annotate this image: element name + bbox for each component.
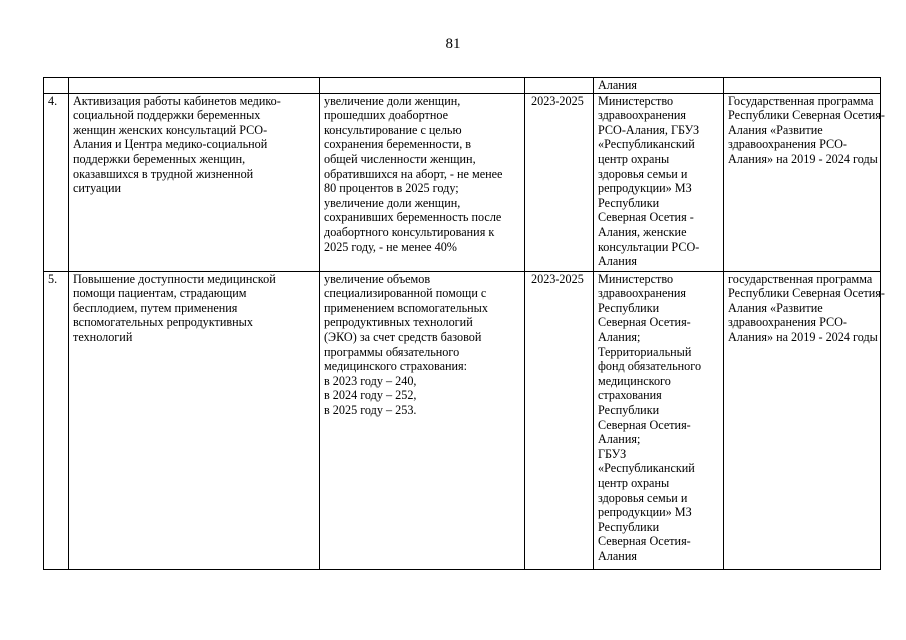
cell-executor <box>594 93 724 271</box>
cell-text-line: 2025 году, - не менее 40% <box>324 239 457 254</box>
cell-text-line: Республики Северная Осетия- <box>728 286 885 301</box>
cell-measure <box>69 93 320 271</box>
cell-program <box>724 78 881 94</box>
cell-indicator <box>320 78 525 94</box>
cell-text-line: ГБУЗ <box>598 446 627 461</box>
cell-text-line: сохранения беременности, в <box>324 137 472 152</box>
cell-text-line: репродукции» МЗ <box>598 181 692 196</box>
cell-text-line: помощи пациентам, страдающим <box>73 286 247 301</box>
cell-text-line: в 2023 году – 240, <box>324 373 417 388</box>
cell-text-line: центр охраны <box>598 151 670 166</box>
cell-years: 2023-2025 <box>525 271 594 569</box>
cell-text-line: общей численности женщин, <box>324 151 476 166</box>
cell-indicator <box>320 93 525 271</box>
cell-text-line: здоровья семьи и <box>598 490 688 505</box>
cell-text-line: 80 процентов в 2025 году; <box>324 181 459 196</box>
cell-text-line: бесплодием, путем применения <box>73 300 238 315</box>
table-row <box>44 93 881 271</box>
cell-text-line: Северная Осетия - <box>598 210 694 225</box>
cell-text-line: «Республиканский <box>598 137 695 152</box>
cell-text-line: консультации РСО- <box>598 239 700 254</box>
cell-text-line: центр охраны <box>598 475 670 490</box>
cell-program <box>724 271 885 569</box>
cell-text-line: Алания, женские <box>598 224 687 239</box>
cell-executor: Алания <box>594 78 724 94</box>
cell-text-line: увеличение доли женщин, <box>324 195 461 210</box>
cell-text-line: здравоохранения <box>598 108 687 123</box>
cell-executor <box>594 271 724 569</box>
cell-text-line: технологий <box>73 329 133 344</box>
cell-text-line: Республики <box>598 195 660 210</box>
cell-text-line: Республики <box>598 519 660 534</box>
cell-years: 2023-2025 <box>525 93 594 271</box>
cell-text-line: страхования <box>598 388 662 403</box>
cell-text-line: Республики <box>598 402 660 417</box>
cell-text-line: программы обязательного <box>324 344 460 359</box>
measures-table <box>43 77 885 570</box>
cell-text-line: увеличение доли женщин, <box>324 93 461 108</box>
cell-number <box>44 78 69 94</box>
cell-text-line: государственная программа <box>728 271 873 286</box>
cell-text-line: Республики Северная Осетия- <box>728 108 885 123</box>
cell-text-line: в 2025 году – 253. <box>324 402 417 417</box>
cell-text-line: репродуктивных технологий <box>324 315 473 330</box>
cell-years <box>525 78 594 94</box>
cell-text-line: специализированной помощи с <box>324 286 487 301</box>
cell-text-line: Министерство <box>598 271 674 286</box>
cell-text-line: вспомогательных репродуктивных <box>73 315 253 330</box>
cell-text-line: Северная Осетия- <box>598 315 691 330</box>
cell-text-line: здоровья семьи и <box>598 166 688 181</box>
cell-text-line: Алания; <box>598 329 641 344</box>
cell-text-line: Алания и Центра медико-социальной <box>73 137 268 152</box>
cell-text-line: Активизация работы кабинетов медико- <box>73 93 281 108</box>
cell-text-line: Алания «Развитие <box>728 300 823 315</box>
cell-text-line: медицинского <box>598 373 671 388</box>
cell-text-line: увеличение объемов <box>324 271 431 286</box>
cell-program <box>724 93 885 271</box>
cell-text-line: Повышение доступности медицинской <box>73 271 276 286</box>
cell-indicator <box>320 271 525 569</box>
cell-text-line: «Республиканский <box>598 461 695 476</box>
cell-text-line: Северная Осетия- <box>598 417 691 432</box>
cell-text-line: Территориальный <box>598 344 692 359</box>
cell-text-line: Министерство <box>598 93 674 108</box>
cell-text-line: Государственная программа <box>728 93 874 108</box>
cell-measure <box>69 78 320 94</box>
cell-number: 5. <box>44 271 69 569</box>
cell-text-line: доабортного консультирования к <box>324 224 495 239</box>
cell-text-line: Алания «Развитие <box>728 122 823 137</box>
cell-text-line: Алания <box>598 254 637 269</box>
cell-text-line: обратившихся на аборт, - не менее <box>324 166 503 181</box>
table-row-carryover <box>44 78 881 94</box>
cell-text-line: Алания <box>598 548 637 563</box>
cell-text-line: Алания» на 2019 - 2024 годы <box>728 329 878 344</box>
cell-text-line: репродукции» МЗ <box>598 505 692 520</box>
cell-text-line: здравоохранения РСО- <box>728 315 847 330</box>
cell-text-line: в 2024 году – 252, <box>324 388 417 403</box>
cell-text-line: консультирование с целью <box>324 122 462 137</box>
cell-number: 4. <box>44 93 69 271</box>
cell-text-line: женщин женских консультаций РСО- <box>73 122 268 137</box>
cell-text-line: здравоохранения РСО- <box>728 137 847 152</box>
cell-text-line: оказавшихся в трудной жизненной <box>73 166 254 181</box>
cell-text-line: медицинского страхования: <box>324 359 468 374</box>
cell-text-line: сохранивших беременность после <box>324 210 502 225</box>
cell-text-line: ситуации <box>73 181 122 196</box>
cell-measure <box>69 271 320 569</box>
cell-text-line: социальной поддержки беременных <box>73 108 261 123</box>
cell-text-line: Алания» на 2019 - 2024 годы <box>728 151 878 166</box>
cell-text-line: поддержки беременных женщин, <box>73 151 246 166</box>
cell-text-line: фонд обязательного <box>598 359 702 374</box>
cell-text-line: здравоохранения <box>598 286 687 301</box>
cell-text-line: применением вспомогательных <box>324 300 488 315</box>
cell-text-line: Северная Осетия- <box>598 534 691 549</box>
cell-text-line: РСО-Алания, ГБУЗ <box>598 122 700 137</box>
cell-text-line: (ЭКО) за счет средств базовой <box>324 329 482 344</box>
cell-text-line: прошедших доабортное <box>324 108 449 123</box>
table-row <box>44 271 881 569</box>
page-number: 81 <box>445 36 461 52</box>
cell-text-line: Алания; <box>598 432 641 447</box>
cell-text-line: Республики <box>598 300 660 315</box>
